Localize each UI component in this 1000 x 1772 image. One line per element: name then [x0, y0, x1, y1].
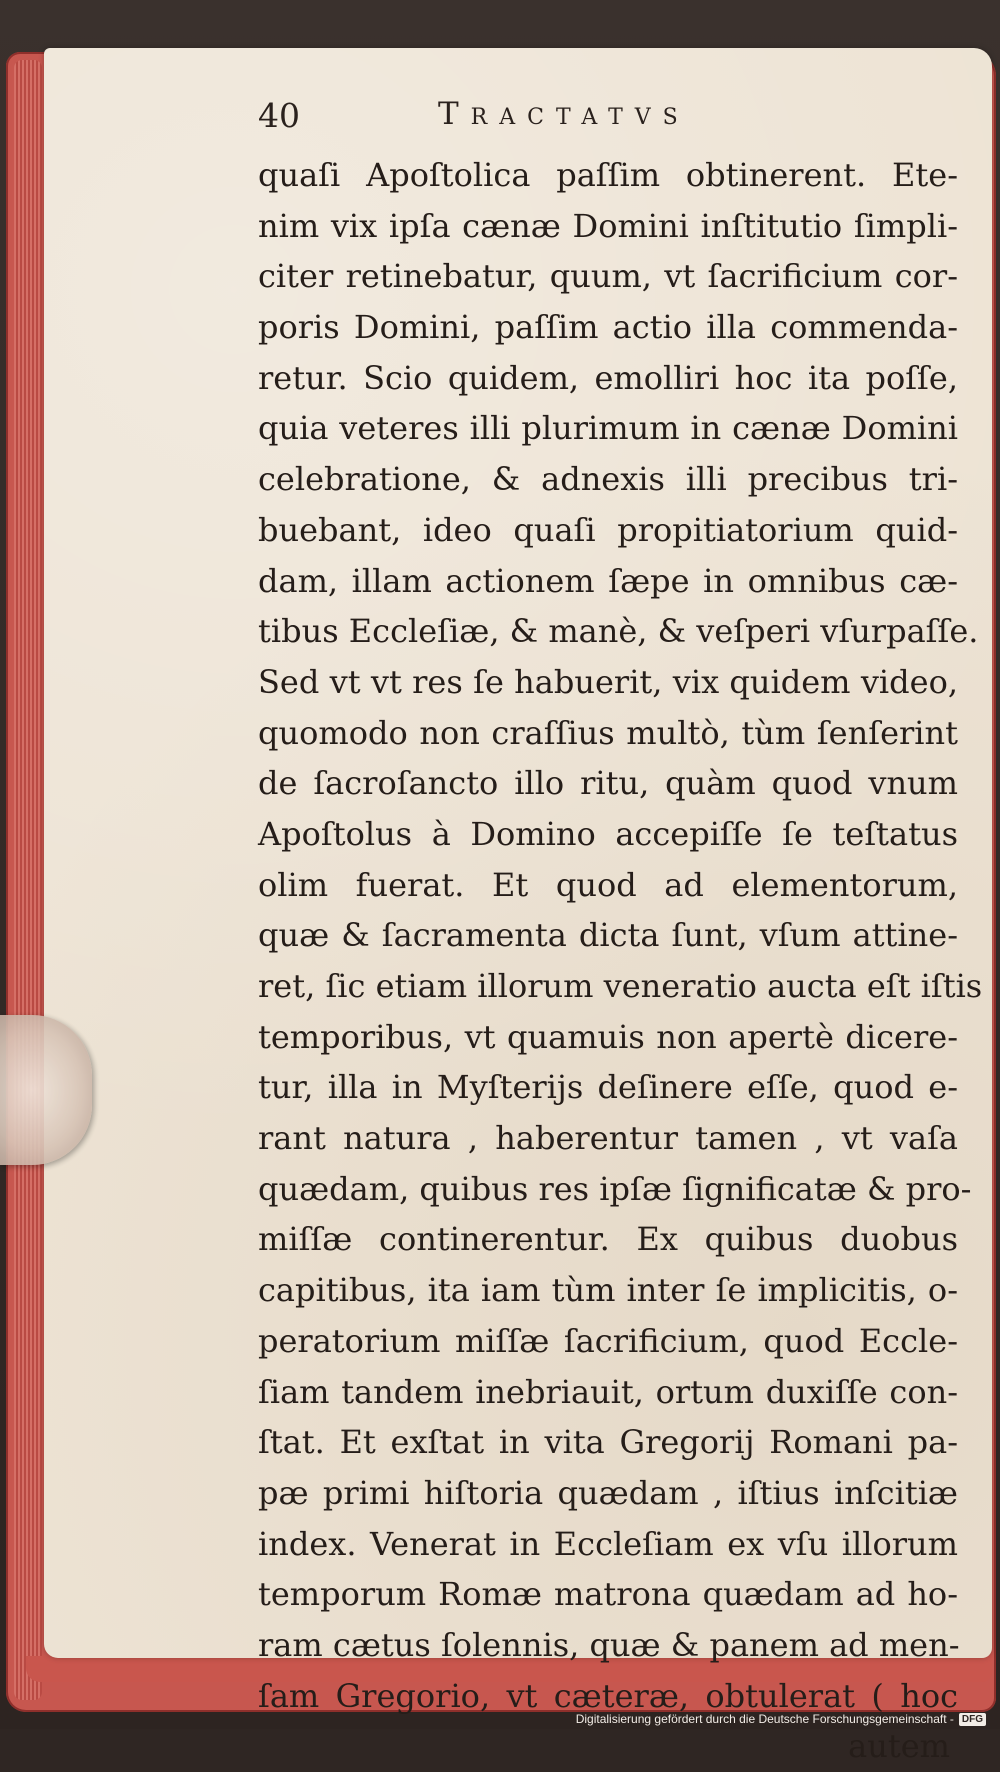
- page-stack-edge: [14, 60, 42, 1700]
- text-line: celebratione, & adnexis illi precibus tri-: [258, 460, 958, 499]
- text-line: ſtat. Et exſtat in vita Gregorij Romani pa-: [258, 1423, 958, 1462]
- text-line: tur, illa in Myſterijs deſinere eſſe, quod e-: [258, 1068, 958, 1107]
- text-line: pæ primi hiſtoria quædam , iſtius inſcitiæ: [258, 1473, 958, 1512]
- text-line: Sed vt vt res ſe habuerit, vix quidem video,: [258, 662, 958, 701]
- text-line: quædam, quibus res ipſæ ſignificatæ & pro-: [258, 1169, 972, 1208]
- text-line: quomodo non craſſius multò, tùm ſenſerint: [258, 713, 958, 752]
- text-line: de ſacroſancto illo ritu, quàm quod vnum: [258, 764, 958, 803]
- text-line: ſiam tandem inebriauit, ortum duxiſſe con-: [258, 1372, 958, 1411]
- text-line: peratorium miſſæ ſacrificium, quod Eccle-: [258, 1321, 958, 1360]
- text-line: ret, ſic etiam illorum veneratio aucta eſt iſtis: [258, 967, 983, 1005]
- text-line: temporibus, vt quamuis non apertè dicere-: [258, 1017, 958, 1056]
- text-line: ram cætus ſolennis, quæ & panem ad men-: [258, 1625, 960, 1664]
- text-line: miſſæ continerentur. Ex quibus duobus: [258, 1220, 958, 1259]
- text-line: citer retinebatur, quum, vt ſacrificium cor-: [258, 257, 958, 296]
- page-weight-clip: [0, 1015, 92, 1165]
- text-line: ſam Gregorio, vt cæteræ, obtulerat ( hoc: [258, 1676, 958, 1715]
- text-line: buebant, ideo quaſi propitiatorium quid-: [258, 510, 958, 549]
- credit-text: Digitalisierung gefördert durch die Deutsche Forschungsgemeinschaft -: [575, 1712, 954, 1726]
- text-line: quæ & ſacramenta dicta ſunt, vſum attine-: [258, 916, 958, 955]
- text-line: retur. Scio quidem, emolliri hoc ita poſſe,: [258, 358, 958, 397]
- text-line: quaſi Apoſtolica paſſim obtinerent. Ete-: [258, 156, 958, 194]
- catchword: autem: [848, 1727, 950, 1766]
- text-line: rant natura , haberentur tamen , vt vaſa: [258, 1119, 958, 1158]
- text-line: index. Venerat in Eccleſiam ex vſu illorum: [258, 1524, 958, 1563]
- text-line: olim fuerat. Et quod ad elementorum,: [258, 865, 958, 904]
- page-header: [258, 96, 778, 150]
- text-line: nim vix ipſa cænæ Domini inſtitutio ſimpli-: [258, 206, 958, 245]
- text-line: quia veteres illi plurimum in cænæ Domini: [258, 409, 958, 448]
- text-line: dam, illam actionem ſæpe in omnibus cæ-: [258, 561, 958, 600]
- page-number: 40: [258, 96, 300, 135]
- dfg-logo: DFG: [959, 1713, 986, 1726]
- digitization-credit: [576, 1710, 986, 1728]
- text-line: temporum Romæ matrona quædam ad ho-: [258, 1575, 958, 1614]
- text-line: poris Domini, paſſim actio illa commenda-: [258, 308, 958, 347]
- text-line: tibus Eccleſiæ, & manè, & veſperi vſurpaſſe.: [258, 612, 979, 651]
- running-title: Tractatvs: [438, 96, 690, 132]
- text-line: Apoſtolus à Domino accepiſſe ſe teſtatus: [258, 814, 958, 853]
- text-line: capitibus, ita iam tùm inter ſe implicitis, o-: [258, 1271, 958, 1310]
